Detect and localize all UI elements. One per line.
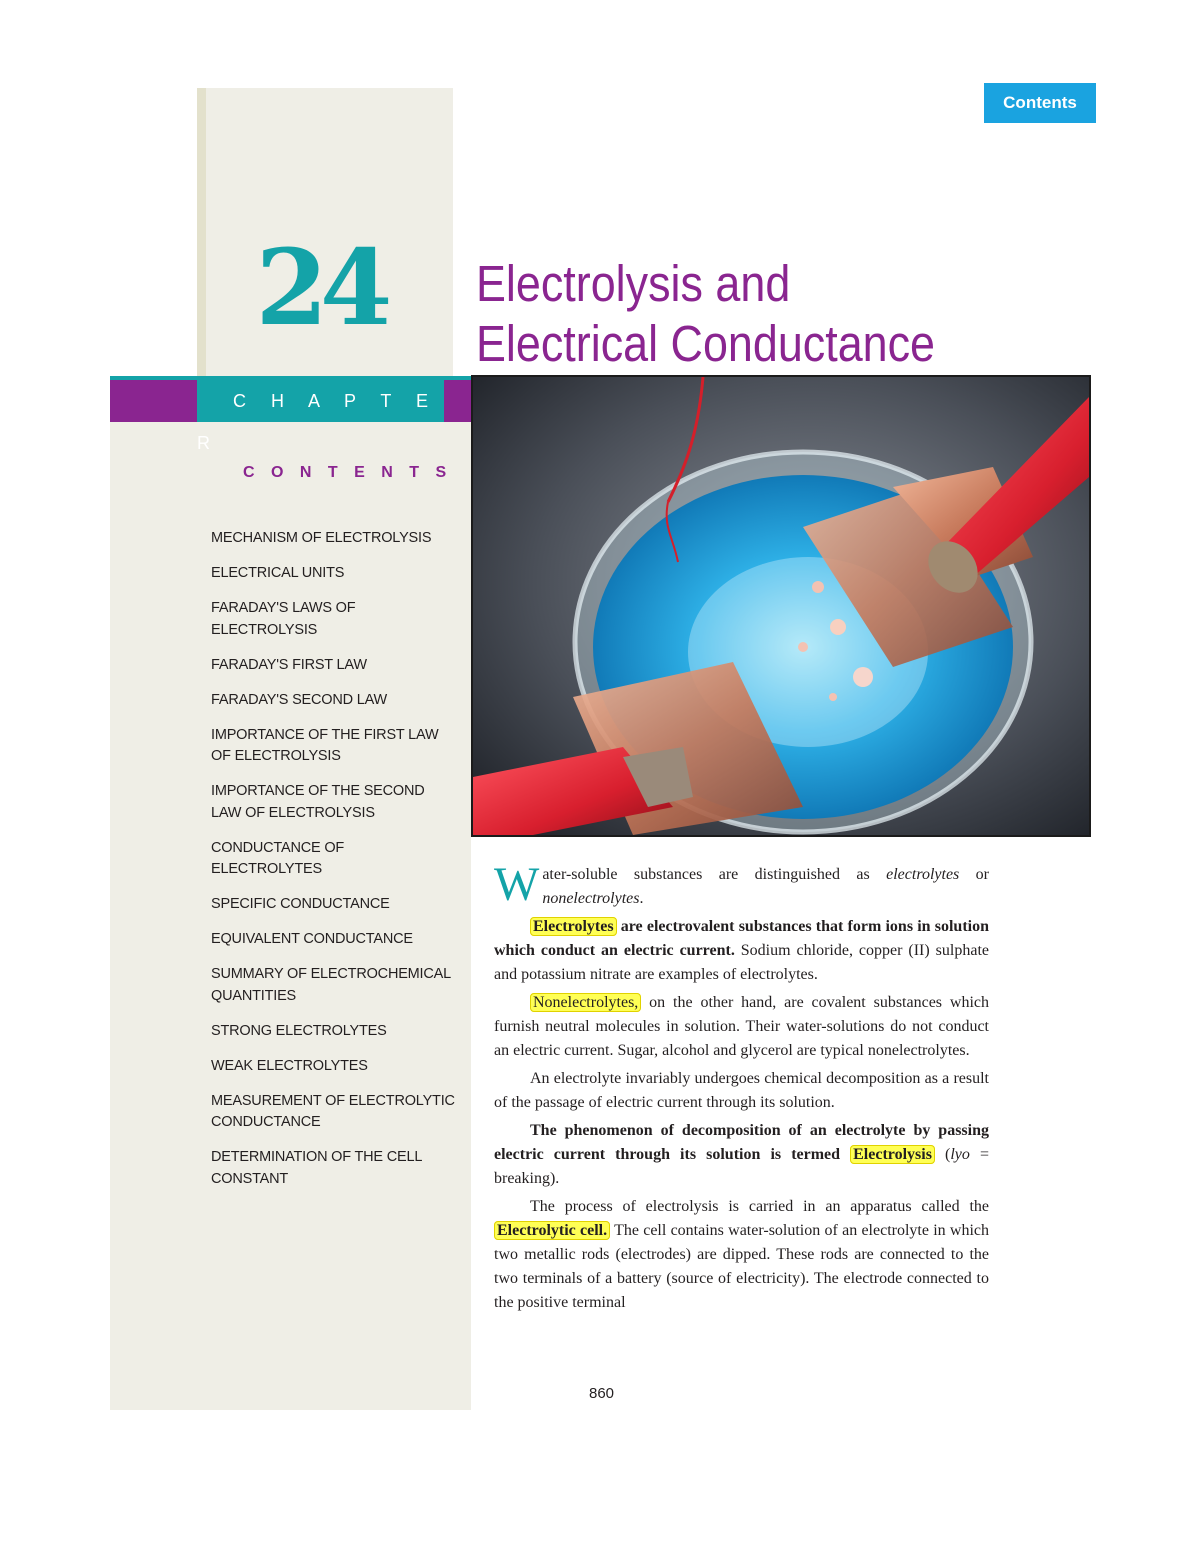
- toc-item[interactable]: MECHANISM OF ELECTROLYSIS: [211, 530, 432, 546]
- contents-heading: C O N T E N T S: [243, 464, 453, 481]
- decomposition-text: An electrolyte invariably undergoes chemical decomposition as a result of the passage of electric current through its solution.: [494, 1070, 989, 1111]
- toc-item[interactable]: FARADAY'S SECOND LAW: [211, 691, 388, 708]
- chapter-label-band: [197, 380, 444, 453]
- toc-item[interactable]: WEAK ELECTROLYTES: [211, 1057, 368, 1074]
- intro-text-end: .: [639, 890, 644, 907]
- toc-item[interactable]: STRONG ELECTROLYTES: [211, 1022, 387, 1039]
- intro-text-or: or: [959, 866, 990, 883]
- body-text: [494, 858, 990, 1319]
- page-number: 860: [589, 1385, 615, 1402]
- intro-text: ater-soluble substances are distinguished as: [542, 866, 887, 883]
- electrolytic-cell-intro: The process of electrolysis is carried in an apparatus called the: [530, 1198, 989, 1215]
- paragraph-nonelectrolytes: [494, 991, 989, 1063]
- paragraph-electrolysis-definition: [494, 1119, 989, 1191]
- toc-item[interactable]: SUMMARY OF ELECTROCHEMICAL QUANTITIES: [211, 966, 451, 1004]
- table-of-contents: [211, 528, 456, 1204]
- drop-cap: W: [494, 858, 540, 911]
- highlight-electrolytes: Electrolytes: [530, 917, 617, 936]
- electrolytes-examples: Sodium chloride, copper (II) sulphate and potassium nitrate are examples of electrolytes.: [494, 942, 989, 983]
- chapter-title-line1: Electrolysis and: [476, 255, 791, 312]
- paragraph-electrolytic-cell: [494, 1195, 989, 1315]
- electrolysis-etymology-term: lyo: [950, 1146, 970, 1163]
- electrolytic-cell-description: The cell contains water-solution of an electrolyte in which two metallic rods (electrodes) are dipped. These rods are connected to the two terminals of a battery (source of electricity). The electrode connected to the positive terminal: [494, 1222, 990, 1311]
- toc-item[interactable]: SPECIFIC CONDUCTANCE: [211, 896, 390, 912]
- toc-item[interactable]: DETERMINATION OF THE CELL CONSTANT: [211, 1149, 422, 1187]
- toc-item[interactable]: CONDUCTANCE OF ELECTROLYTES: [211, 839, 345, 877]
- chapter-number: 24: [255, 226, 385, 349]
- electrolysis-photo-illustration: [473, 377, 1089, 835]
- paragraph-decomposition: [494, 1067, 989, 1115]
- chapter-title-line2: Electrical Conductance: [476, 315, 936, 372]
- chapter-title: [476, 254, 935, 374]
- toc-item[interactable]: MEASUREMENT OF ELECTROLYTIC CONDUCTANCE: [211, 1092, 455, 1130]
- toc-item[interactable]: FARADAY'S FIRST LAW: [211, 656, 367, 673]
- electrolytes-definition: are electrovalent substances that form ions in solution which conduct an electric current.: [494, 918, 989, 959]
- chapter-label: C H A P T E R: [197, 391, 439, 453]
- electrolysis-definition: The phenomenon of decomposition of an electrolyte by passing electric current through its solution is termed: [494, 1122, 989, 1163]
- highlight-electrolysis: Electrolysis: [850, 1145, 935, 1164]
- toc-item[interactable]: EQUIVALENT CONDUCTANCE: [211, 931, 413, 947]
- electrolysis-etymology-open: (: [934, 1146, 951, 1163]
- highlight-nonelectrolytes: Nonelectrolytes,: [530, 993, 641, 1012]
- highlight-electrolytic-cell: Electrolytic cell.: [494, 1221, 610, 1240]
- toc-item[interactable]: IMPORTANCE OF THE FIRST LAW OF ELECTROLYSIS: [211, 726, 439, 764]
- term-nonelectrolytes: nonelectrolytes: [542, 890, 640, 907]
- term-electrolytes: electrolytes: [886, 866, 960, 883]
- nonelectrolytes-definition: on the other hand, are covalent substances which furnish neutral molecules in solution. Their water-solutions do not conduct an electric current. Sugar, alcohol and glycerol are typical nonelectrolytes.: [494, 994, 989, 1059]
- toc-item[interactable]: FARADAY'S LAWS OF ELECTROLYSIS: [211, 600, 356, 638]
- contents-button[interactable]: Contents: [984, 83, 1096, 123]
- electrolysis-photo: [471, 375, 1091, 837]
- toc-item[interactable]: ELECTRICAL UNITS: [211, 565, 345, 581]
- paragraph-intro: [494, 858, 990, 911]
- toc-item[interactable]: IMPORTANCE OF THE SECOND LAW OF ELECTROLYSIS: [211, 783, 425, 821]
- paragraph-electrolytes: [494, 915, 989, 987]
- electrolysis-etymology-close: = breaking).: [494, 1146, 989, 1187]
